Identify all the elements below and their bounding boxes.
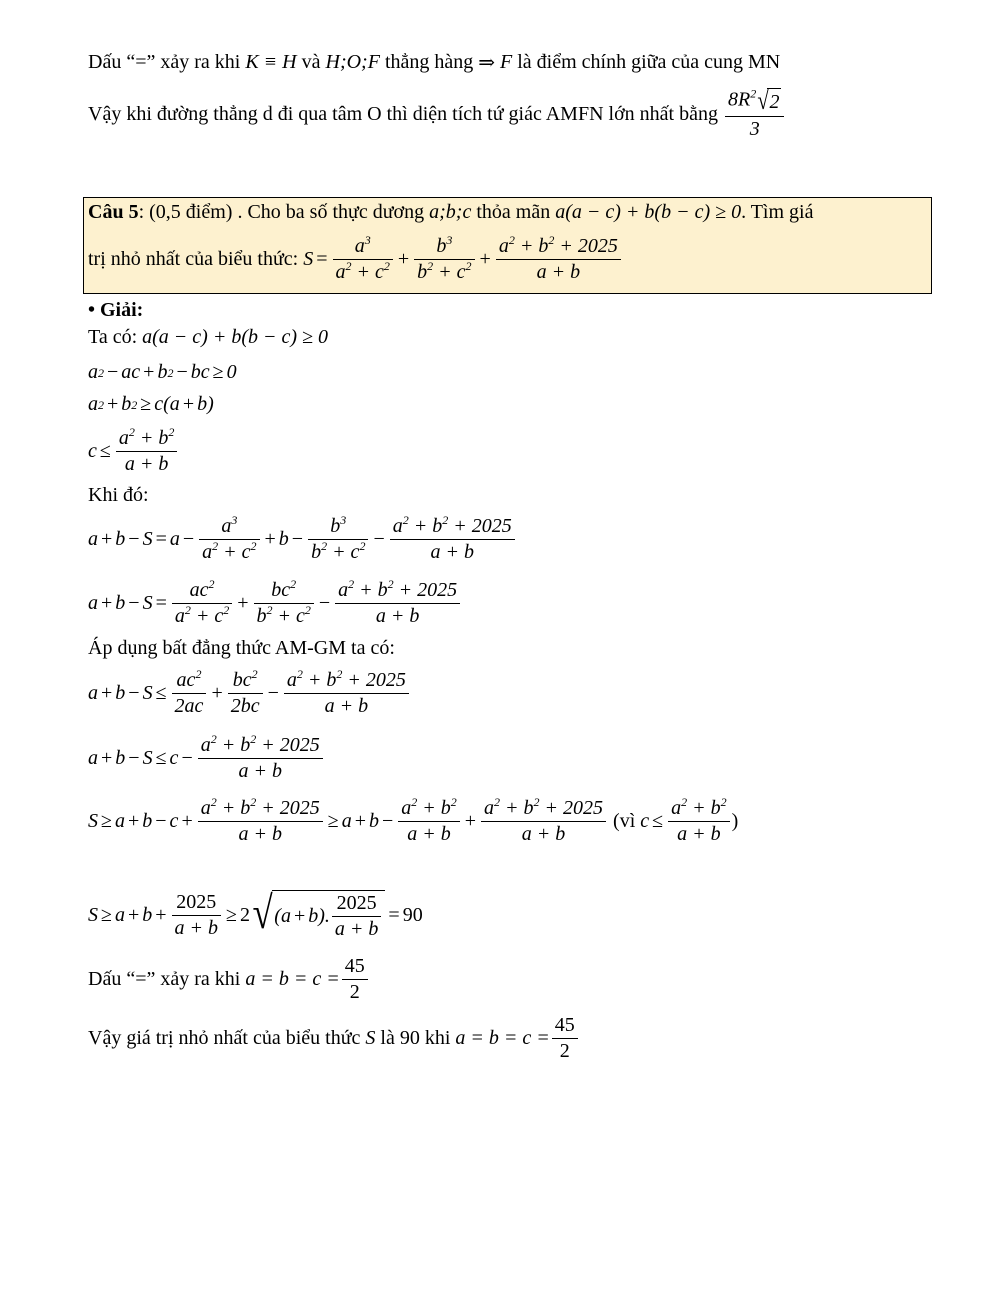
text: : (0,5 điểm) . Cho ba số thực dương bbox=[138, 201, 425, 223]
fraction-max-area: $8R^2$ √ 2 3 bbox=[725, 88, 785, 140]
step-6: a + b − S = $\frac{ac^2}{a^2 + c^2}$ + $\frac{bc^2}{b^2 + c^2}$ − $\frac{a^2 + b^2 + 2025}{a + b}$ bbox=[88, 580, 462, 627]
problem-line-1 bbox=[88, 201, 813, 224]
text: thỏa mãn bbox=[476, 201, 551, 223]
intro-line-2 bbox=[88, 88, 786, 140]
text: là 90 khi bbox=[380, 1027, 451, 1049]
step-5: a + b − S = a − $\frac{a^3}{a^2 + c^2}$ + b − $\frac{b^3}{b^2 + c^2}$ − $\frac{a^2 + b^2 + 2025}{a + b}$ bbox=[88, 516, 517, 563]
text: (vì bbox=[613, 810, 636, 832]
math: F bbox=[500, 51, 513, 73]
denominator: 3 bbox=[725, 116, 785, 140]
math: S bbox=[365, 1027, 376, 1049]
numerator: 45 bbox=[344, 955, 365, 977]
intro-line-1 bbox=[88, 50, 780, 75]
text: Vậy khi đường thẳng d đi qua tâm O thì diện tích tứ giác AMFN lớn nhất bằng bbox=[88, 102, 718, 125]
denominator: 2 bbox=[342, 979, 368, 1003]
question-label: Câu 5 bbox=[88, 201, 139, 223]
text: Ta có: bbox=[88, 326, 138, 348]
equality-line bbox=[88, 956, 370, 1003]
text: là điểm chính giữa của cung MN bbox=[517, 51, 781, 73]
step-4: c ≤ $\frac{a^2 + b^2}{a + b}$ bbox=[88, 428, 179, 475]
step-2: a 2 − ac + b 2 − bc ≥ 0 bbox=[88, 361, 237, 383]
math: a = b = c = bbox=[245, 968, 340, 990]
step-8: a + b − S ≤ c − $\frac{a^2 + b^2 + 2025}{a + b}$ bbox=[88, 735, 325, 782]
step-1 bbox=[88, 326, 328, 349]
step-7: a + b − S ≤ $\frac{ac^2}{2ac}$ + $\frac{bc^2}{2bc}$ − $\frac{a^2 + b^2 + 2025}{a + b}$ bbox=[88, 670, 411, 717]
numerator: 45 bbox=[554, 1014, 575, 1036]
solution-heading: • Giải: bbox=[88, 299, 144, 321]
text: Vậy giá trị nhỏ nhất của biểu thức bbox=[88, 1027, 361, 1049]
text: thẳng hàng bbox=[384, 51, 474, 73]
problem-line-2: trị nhỏ nhất của biểu thức: S = $\frac{a^3}{a^2 + c^2}$ + $\frac{b^3}{b^2 + c^2}$ + $\frac{a^2 + b^2 + 2025}{a + b}$ bbox=[88, 236, 623, 283]
khi-do: Khi đó: bbox=[88, 484, 149, 506]
denominator: 2 bbox=[552, 1038, 578, 1062]
conclusion-line bbox=[88, 1015, 580, 1062]
math: a(a − c) + b(b − c) ≥ 0 bbox=[555, 201, 742, 223]
implies-symbol: ⇒ bbox=[478, 52, 496, 74]
text: trị nhỏ nhất của biểu thức: bbox=[88, 248, 299, 270]
text: Dấu “=” xảy ra khi bbox=[88, 51, 241, 73]
step-9: S ≥ a + b − c + $\frac{a^2 + b^2 + 2025}{a + b}$ ≥ a + b − $\frac{a^2 + b^2}{a + b}$ + $\frac{a^2 + b^2 + 2025}{a + b}$ (vì c ≤ $\frac{a^2 + b^2}{a + b}$ ) bbox=[88, 795, 739, 845]
math: a;b;c bbox=[429, 201, 472, 223]
text: . Tìm giá bbox=[741, 201, 814, 223]
math: a(a − c) + b(b − c) ≥ 0 bbox=[142, 326, 328, 348]
text: Dấu “=” xảy ra khi bbox=[88, 968, 241, 990]
numerator: 8R bbox=[727, 88, 751, 111]
amgm-text: Áp dụng bất đẳng thức AM-GM ta có: bbox=[88, 637, 395, 659]
step-3: a 2 + b 2 ≥ c(a + b) bbox=[88, 393, 214, 415]
min-value: 90 bbox=[402, 903, 423, 926]
math: H;O;F bbox=[325, 51, 380, 73]
text: và bbox=[301, 51, 321, 73]
step-10: S ≥ a + b + $\frac{2025}{a + b}$ ≥ 2 √ (a + b). $\frac{2025}{a + b}$ = 90 bbox=[88, 887, 423, 940]
math: a = b = c = bbox=[455, 1027, 550, 1049]
math: K ≡ H bbox=[245, 51, 297, 73]
